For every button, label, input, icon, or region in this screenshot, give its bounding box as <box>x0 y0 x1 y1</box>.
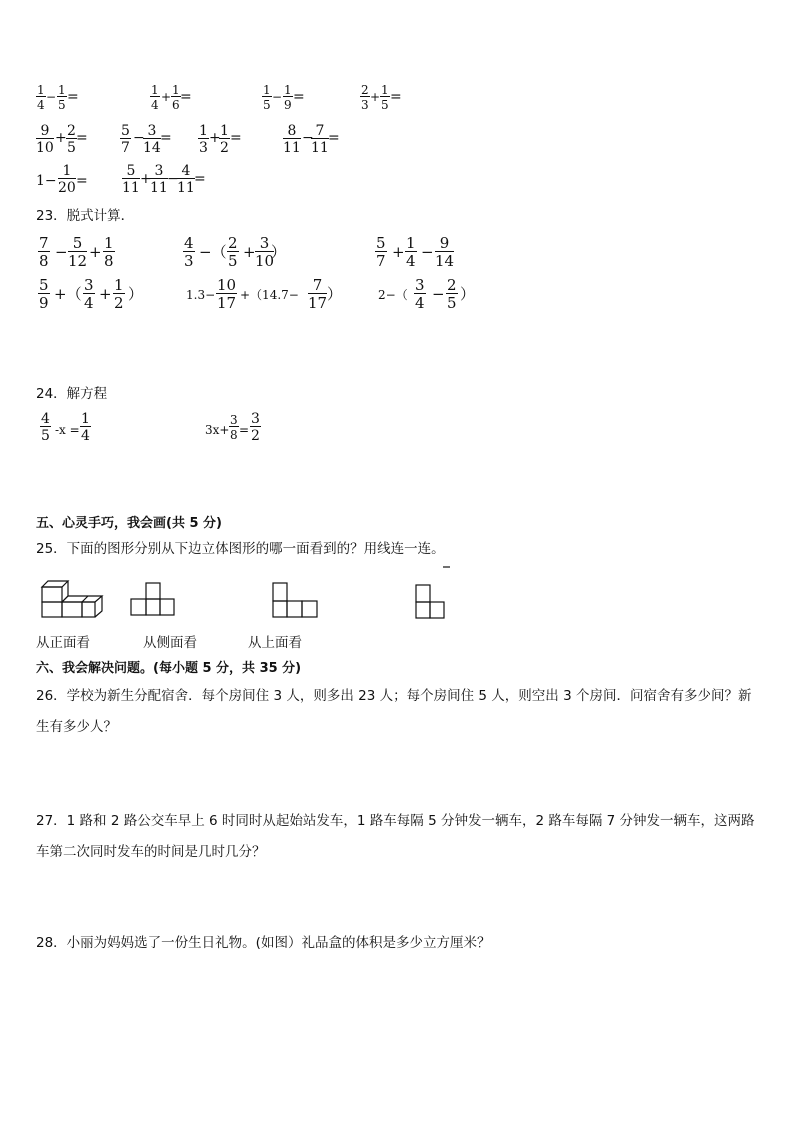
equals-sign: = <box>76 130 88 146</box>
operator: ） <box>128 285 144 303</box>
view-label-front: 从正面看 <box>36 635 90 651</box>
fraction: $\frac{1}{3}$ <box>199 123 208 156</box>
fraction: $\frac{4}{3}$ <box>184 234 194 270</box>
fraction: $\frac{9}{10}$ <box>36 123 54 156</box>
operator: + <box>392 243 405 261</box>
fraction: $\frac{7}{17}$ <box>308 276 328 312</box>
equals-sign: = <box>328 130 340 146</box>
views-figure <box>0 565 794 645</box>
fraction: $\frac{3}{4}$ <box>84 276 94 312</box>
fraction: $\frac{1}{4}$ <box>81 411 90 444</box>
view-shape-2 <box>273 583 317 617</box>
fraction: $\frac{5}{7}$ <box>121 123 130 156</box>
fraction: $\frac{1}{4}$ <box>406 234 416 270</box>
question-27-line-1: 27．1 路和 2 路公交车早上 6 时同时从起始站发车，1 路车每隔 5 分钟发一辆车，2 路车每隔 7 分钟发一辆车，这两路 <box>36 813 755 829</box>
equals-sign: = <box>160 130 172 146</box>
fraction: $\frac{2}{5}$ <box>228 234 238 270</box>
fraction: $\frac{3}{14}$ <box>143 123 161 156</box>
operator: 1.3− <box>186 288 216 302</box>
fraction: $\frac{7}{11}$ <box>311 123 329 156</box>
operator: − <box>421 243 434 261</box>
fraction: $\frac{1}{2}$ <box>114 276 124 312</box>
operator: − <box>55 243 68 261</box>
operator: + <box>55 130 67 146</box>
fraction: $\frac{1}{8}$ <box>104 234 114 270</box>
fraction: $\frac{2}{3}$ <box>361 83 369 112</box>
operator: ） <box>460 285 476 303</box>
fraction: $\frac{1}{4}$ <box>151 83 159 112</box>
fraction: $\frac{2}{5}$ <box>447 276 457 312</box>
question-28-text: 28．小丽为妈妈选了一份生日礼物。(如图）礼品盒的体积是多少立方厘米？ <box>36 935 491 951</box>
question-24-title: 24．解方程 <box>36 386 108 402</box>
operator: − <box>302 130 314 146</box>
question-26-line-2: 生有多少人？ <box>36 719 117 735</box>
operator: + <box>99 285 112 303</box>
operator: + <box>243 243 256 261</box>
fraction: $\frac{3}{4}$ <box>415 276 425 312</box>
equals-sign: = <box>194 171 206 187</box>
view-shape-3 <box>416 567 450 618</box>
fraction: $\frac{3}{8}$ <box>230 413 238 442</box>
section-5-heading: 五、心灵手巧，我会画(共 5 分) <box>36 516 222 531</box>
fraction: $\frac{1}{5}$ <box>263 83 271 112</box>
view-shape-1 <box>131 583 174 615</box>
fraction: $\frac{10}{17}$ <box>217 276 237 312</box>
operator: = <box>239 423 250 437</box>
operator: + <box>370 90 381 104</box>
operator: − <box>272 90 283 104</box>
equals-sign: = <box>230 130 242 146</box>
fraction: $\frac{2}{5}$ <box>67 123 76 156</box>
operator: − <box>167 171 179 187</box>
operator: 2−（ <box>378 288 408 302</box>
fraction: $\frac{9}{14}$ <box>435 234 455 270</box>
operator: − <box>133 130 145 146</box>
operator: + <box>140 171 152 187</box>
fraction: $\frac{5}{7}$ <box>376 234 386 270</box>
fraction: $\frac{1}{6}$ <box>172 83 180 112</box>
operator: + <box>89 243 102 261</box>
operator: +（ <box>54 285 82 303</box>
equals-sign: = <box>180 89 192 105</box>
fraction: $\frac{1}{2}$ <box>220 123 229 156</box>
equals-sign: = <box>390 89 402 105</box>
fraction: $\frac{7}{8}$ <box>39 234 49 270</box>
operator: 3x+ <box>205 423 230 437</box>
fraction: $\frac{1}{20}$ <box>58 163 76 196</box>
fraction: $\frac{5}{11}$ <box>122 163 140 196</box>
equals-sign: = <box>67 89 79 105</box>
question-23-title: 23．脱式计算． <box>36 208 135 224</box>
fraction: $\frac{1}{5}$ <box>381 83 389 112</box>
equals-sign: = <box>293 89 305 105</box>
fraction: $\frac{5}{9}$ <box>39 276 49 312</box>
fraction: $\frac{1}{5}$ <box>58 83 66 112</box>
solid-figure <box>42 581 102 617</box>
fraction: $\frac{5}{12}$ <box>68 234 88 270</box>
question-25-text: 25．下面的图形分别从下边立体图形的哪一面看到的？用线连一连。 <box>36 541 445 557</box>
operator: + <box>161 90 172 104</box>
fraction: $\frac{8}{11}$ <box>283 123 301 156</box>
operator: + <box>209 130 221 146</box>
question-26-line-1: 26．学校为新生分配宿舍．每个房间住 3 人，则多出 23 人；每个房间住 5 人，则空出 3 个房间．问宿舍有多少间？新 <box>36 688 752 704</box>
fraction: $\frac{1}{9}$ <box>284 83 292 112</box>
view-label-side: 从侧面看 <box>143 635 197 651</box>
operator: +（14.7− <box>240 288 299 302</box>
fraction: $\frac{4}{11}$ <box>177 163 195 196</box>
fraction: $\frac{3}{10}$ <box>255 234 275 270</box>
section-6-heading: 六、我会解决问题。(每小题 5 分，共 35 分) <box>36 661 302 676</box>
operator: − <box>46 90 57 104</box>
fraction: $\frac{1}{4}$ <box>37 83 45 112</box>
operator: ） <box>327 285 343 303</box>
question-27-line-2: 车第二次同时发车的时间是几时几分？ <box>36 844 266 860</box>
operator: −（ <box>199 243 227 261</box>
view-label-top: 从上面看 <box>248 635 302 651</box>
operator: − <box>432 285 445 303</box>
operator: -x = <box>55 423 80 437</box>
fraction: $\frac{3}{2}$ <box>251 411 260 444</box>
equals-sign: = <box>76 173 88 189</box>
fraction: $\frac{3}{11}$ <box>150 163 168 196</box>
operator: 1− <box>36 173 57 189</box>
fraction: $\frac{4}{5}$ <box>41 411 50 444</box>
operator: ） <box>271 243 287 261</box>
